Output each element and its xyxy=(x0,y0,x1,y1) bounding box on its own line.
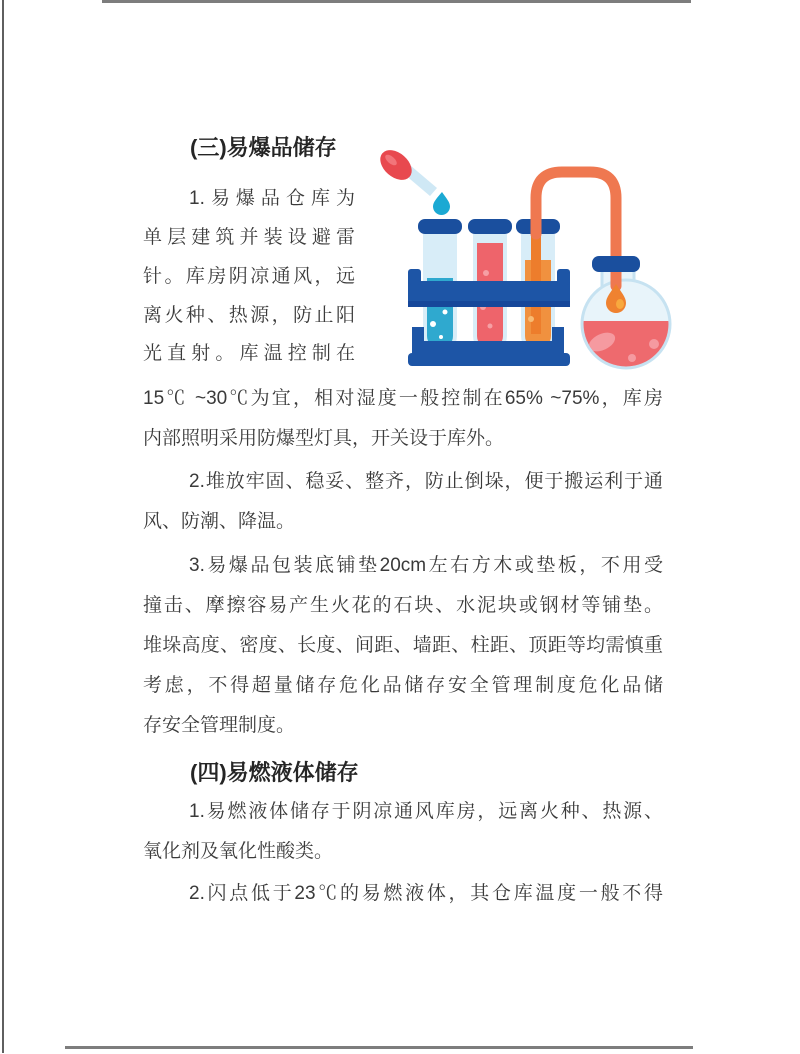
body-line: 风、防潮、降温。 xyxy=(143,511,296,532)
body-line: 针。库房阴凉通风，远 xyxy=(143,266,355,287)
dropper-icon xyxy=(375,146,450,215)
body-line: 存安全管理制度。 xyxy=(143,715,296,736)
page-bottom-border xyxy=(65,1046,693,1049)
page-left-border xyxy=(2,0,4,1053)
round-flask xyxy=(580,258,672,371)
body-line: 考虑，不得超量储存危化品储存安全管理制度危化品储 xyxy=(143,675,663,696)
body-line: 堆垛高度、密度、长度、间距、墙距、柱距、顶距等均需慎重 xyxy=(143,635,663,656)
teal-drop-icon xyxy=(433,192,450,215)
body-line: 1.易燃液体储存于阴凉通风库房，远离火种、热源、 xyxy=(189,801,663,822)
page-top-border xyxy=(102,0,691,3)
flask-liquid xyxy=(580,321,672,371)
body-line: 1.易爆品仓库为 xyxy=(189,188,355,209)
body-line: 氧化剂及氧化性酸类。 xyxy=(143,841,334,862)
body-line: 内部照明采用防爆型灯具，开关设于库外。 xyxy=(143,428,505,449)
body-line: 单层建筑并装设避雷 xyxy=(143,227,355,248)
body-line: 离火种、热源，防止阳 xyxy=(143,305,355,326)
body-line: 2.堆放牢固、稳妥、整齐，防止倒垛，便于搬运利于通 xyxy=(189,471,663,492)
body-line: 3.易爆品包装底铺垫20cm左右方木或垫板，不用受 xyxy=(189,555,663,576)
body-line: 2.闪点低于23℃的易燃液体，其仓库温度一般不得 xyxy=(189,883,663,904)
test-tube-2-cap xyxy=(468,219,512,234)
section-heading-3: (三)易爆品储存 xyxy=(190,135,337,160)
body-line: 15℃ ~30℃为宜，相对湿度一般控制在65% ~75%，库房 xyxy=(143,388,663,409)
body-line: 光直射。库温控制在 xyxy=(143,343,355,364)
test-tube-1-cap xyxy=(418,219,462,234)
section-heading-4: (四)易燃液体储存 xyxy=(190,760,359,785)
body-line: 撞击、摩擦容易产生火花的石块、水泥块或钢材等铺垫。 xyxy=(143,595,663,616)
chemistry-glassware-illustration xyxy=(370,146,678,374)
flask-neck-band xyxy=(592,256,640,272)
